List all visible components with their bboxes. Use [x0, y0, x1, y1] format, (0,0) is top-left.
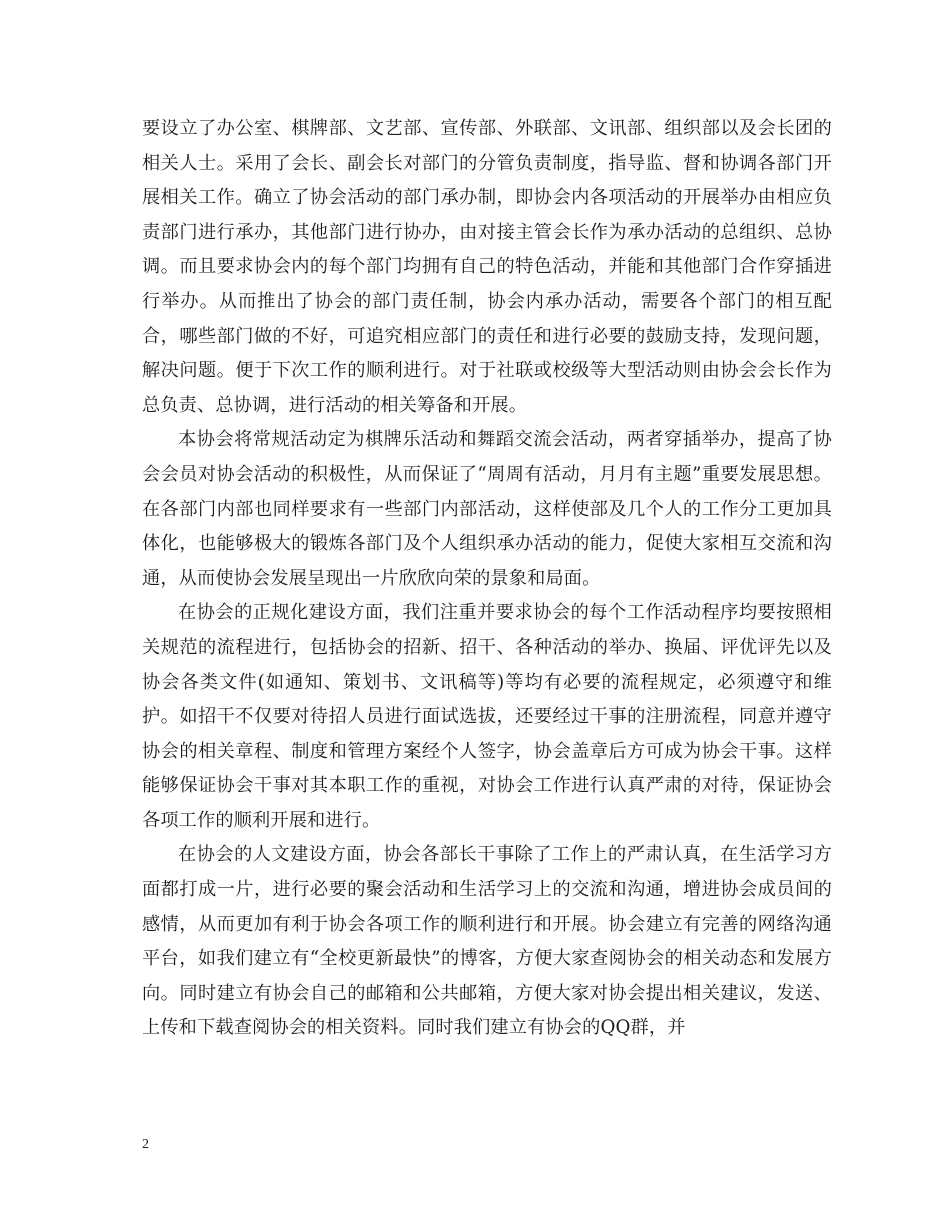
paragraph-3: 在协会的正规化建设方面，我们注重并要求协会的每个工作活动程序均要按照相关规范的流程进行，包括协会的招新、招干、各种活动的举办、换届、评优评先以及协会各类文件(如通知、策划书、文讯稿等)等均有必要的流程规定，必须遵守和维护。如招干不仅要对待招人员进行面试选拔，还要经过干事的注册流程，同意并遵守协会的相关章程、制度和管理方案经个人签字，协会盖章后方可成为协会干事。这样能够保证协会干事对其本职工作的重视，对协会工作进行认真严肃的对待，保证协会各项工作的顺利开展和进行。: [142, 602, 832, 831]
paragraph-2: 本协会将常规活动定为棋牌乐活动和舞蹈交流会活动，两者穿插举办，提高了协会会员对协会活动的积极性，从而保证了“周周有活动，月月有主题”重要发展思想。在各部门内部也同样要求有一些部门内部活动，这样使部及几个人的工作分工更加具体化，也能够极大的锻炼各部门及个人组织承办活动的能力，促使大家相互交流和沟通，从而使协会发展呈现出一片欣欣向荣的景象和局面。: [142, 429, 832, 589]
page-number: 2: [142, 1137, 149, 1152]
document-body: [142, 112, 832, 1046]
paragraph-4: 在协会的人文建设方面，协会各部长干事除了工作上的严肃认真，在生活学习方面都打成一片，进行必要的聚会活动和生活学习上的交流和沟通，增进协会成员间的感情，从而更加有利于协会各项工作的顺利进行和开展。协会建立有完善的网络沟通平台，如我们建立有“全校更新最快”的博客，方便大家查阅协会的相关动态和发展方向。同时建立有协会自己的邮箱和公共邮箱，方便大家对协会提出相关建议，发送、上传和下载查阅协会的相关资料。同时我们建立有协会的QQ群，并: [142, 844, 832, 1039]
paragraph-1: 要设立了办公室、棋牌部、文艺部、宣传部、外联部、文讯部、组织部以及会长团的相关人士。采用了会长、副会长对部门的分管负责制度，指导监、督和协调各部门开展相关工作。确立了协会活动的部门承办制，即协会内各项活动的开展举办由相应负责部门进行承办，其他部门进行协办，由对接主管会长作为承办活动的总组织、总协调。而且要求协会内的每个部门均拥有自己的特色活动，并能和其他部门合作穿插进行举办。从而推出了协会的部门责任制，协会内承办活动，需要各个部门的相互配合，哪些部门做的不好，可追究相应部门的责任和进行必要的鼓励支持，发现问题，解决问题。便于下次工作的顺利进行。对于社联或校级等大型活动则由协会会长作为总负责、总协调，进行活动的相关筹备和开展。: [142, 118, 832, 416]
